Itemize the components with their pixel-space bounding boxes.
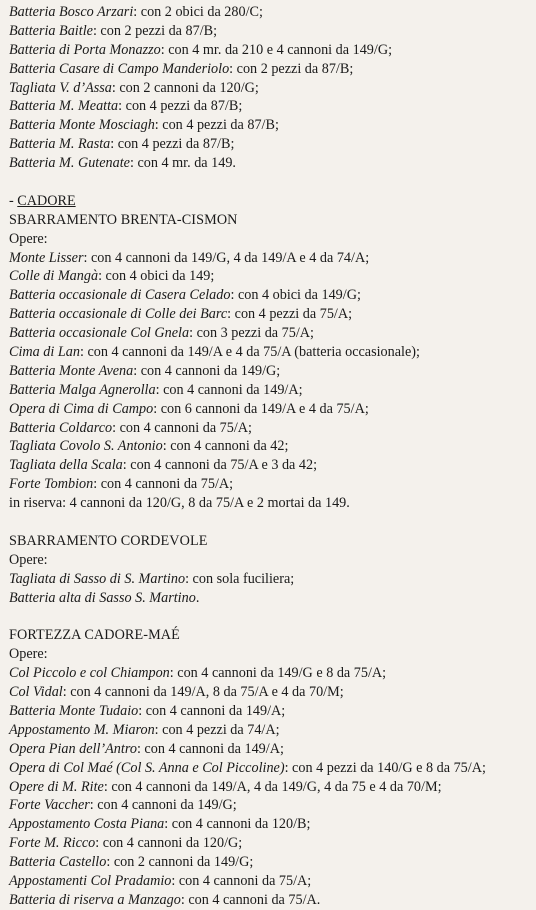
item-detail: : con 4 cannoni da 120/B; xyxy=(164,816,311,833)
item-name: Batteria Monte Avena xyxy=(9,362,134,379)
list-item xyxy=(9,60,534,79)
list-item xyxy=(9,97,534,116)
item-detail: : con 2 cannoni da 149/G; xyxy=(106,854,254,871)
list-item xyxy=(9,79,534,98)
list-item xyxy=(9,362,534,381)
list-item xyxy=(9,853,534,872)
section-title: FORTEZZA CADORE-MAÉ xyxy=(9,627,180,644)
list-item xyxy=(9,702,534,721)
list-item xyxy=(9,872,534,891)
list-item xyxy=(9,286,534,305)
item-detail: : con 4 cannoni da 75/A; xyxy=(93,476,234,493)
item-name: Forte Vaccher xyxy=(9,797,90,814)
item-detail: : con 2 pezzi da 87/B; xyxy=(92,22,218,39)
item-name: Tagliata di Sasso di S. Martino xyxy=(9,570,186,587)
item-detail: : con 4 cannoni da 75/A. xyxy=(180,891,321,908)
heading-label: CADORE xyxy=(17,192,76,209)
item-name: Batteria Monte Tudaio xyxy=(9,702,139,719)
item-name: Colle di Mangà xyxy=(9,268,99,285)
item-name: Monte Lisser xyxy=(9,249,84,266)
item-detail: : con 4 pezzi da 87/B; xyxy=(118,98,243,115)
opere-label: Opere: xyxy=(9,230,48,247)
list-item xyxy=(9,267,534,286)
item-name: Batteria Monte Mosciagh xyxy=(9,117,155,134)
item-detail: : con 4 obici da 149; xyxy=(98,268,215,285)
item-name: Forte M. Ricco xyxy=(9,835,96,852)
spacer xyxy=(9,513,534,532)
item-detail: : con 4 mr. da 210 e 4 cannoni da 149/G; xyxy=(160,41,393,58)
item-detail: : con 4 cannoni da 149/A; xyxy=(136,740,284,757)
item-name: Appostamento M. Miaron xyxy=(9,721,155,738)
list-item xyxy=(9,721,534,740)
item-detail: : con 2 obici da 280/C; xyxy=(133,4,263,20)
list-item xyxy=(9,796,534,815)
item-name: Batteria M. Rasta xyxy=(9,136,111,153)
item-name: Batteria occasionale di Colle dei Barc xyxy=(9,306,228,323)
item-name: Batteria occasionale di Casera Celado xyxy=(9,287,231,304)
item-detail: : con 4 pezzi da 140/G e 8 da 75/A; xyxy=(284,759,486,776)
item-name: Forte Tombion xyxy=(9,476,94,493)
item-name: Batteria Casare di Campo Manderiolo xyxy=(9,60,230,77)
item-name: Batteria M. Meatta xyxy=(9,98,119,115)
item-name: Opere di M. Rite xyxy=(9,778,104,795)
section-title: SBARRAMENTO CORDEVOLE xyxy=(9,532,208,549)
list-item xyxy=(9,305,534,324)
item-name: Tagliata della Scala xyxy=(9,457,123,474)
item-detail: : con 4 cannoni da 149/G, 4 da 149/A e 4 da 74/A; xyxy=(83,249,370,266)
item-detail: : con 4 cannoni da 149/A, 4 da 149/G, 4 da 75 e 4 da 70/M; xyxy=(103,778,442,795)
item-name: Appostamento Costa Piana xyxy=(9,816,165,833)
item-name: Batteria Coldarco xyxy=(9,419,113,436)
item-detail: : con 4 pezzi da 87/B; xyxy=(110,136,235,153)
list-item xyxy=(9,759,534,778)
item-name: Opera di Cima di Campo xyxy=(9,400,154,417)
item-detail: : con 4 cannoni da 149/A e 4 da 75/A (batteria occasionale); xyxy=(79,344,420,361)
list-item xyxy=(9,834,534,853)
item-detail: : con 4 cannoni da 75/A e 3 da 42; xyxy=(122,457,318,474)
item-detail: : con 4 pezzi da 74/A; xyxy=(154,721,280,738)
list-item xyxy=(9,343,534,362)
list-item xyxy=(9,683,534,702)
item-name: Batteria Malga Agnerolla xyxy=(9,381,156,398)
item-name: Cima di Lan xyxy=(9,344,80,361)
opere-label: Opere: xyxy=(9,646,48,663)
list-item xyxy=(9,419,534,438)
section-fortezza-cadore-mae xyxy=(9,626,534,909)
list-item xyxy=(9,22,534,41)
section-title: SBARRAMENTO BRENTA-CISMON xyxy=(9,211,238,228)
list-item xyxy=(9,3,534,22)
item-detail: : con sola fuciliera; xyxy=(185,570,295,587)
item-name: Tagliata V. d’Assa xyxy=(9,79,112,96)
list-item xyxy=(9,891,534,910)
spacer xyxy=(9,608,534,627)
list-item xyxy=(9,437,534,456)
item-detail: : con 4 cannoni da 149/G; xyxy=(133,362,281,379)
opere-label: Opere: xyxy=(9,551,48,568)
list-item xyxy=(9,400,534,419)
item-detail: : con 4 pezzi da 87/B; xyxy=(154,117,279,134)
section-cordevole xyxy=(9,532,534,608)
item-detail: : con 4 pezzi da 75/A; xyxy=(227,306,353,323)
item-name: Batteria Baitle xyxy=(9,22,93,39)
item-name: Batteria di Porta Monazzo xyxy=(9,41,161,58)
item-detail: : con 4 cannoni da 149/G; xyxy=(89,797,237,814)
item-detail: : con 6 cannoni da 149/A e 4 da 75/A; xyxy=(153,400,369,417)
list-item xyxy=(9,135,534,154)
list-item xyxy=(9,41,534,60)
item-detail: : con 2 cannoni da 120/G; xyxy=(111,79,259,96)
list-item xyxy=(9,475,534,494)
list-item xyxy=(9,815,534,834)
intro-list xyxy=(9,3,534,173)
item-name: Batteria alta di Sasso S. Martino xyxy=(9,589,196,606)
spacer xyxy=(9,173,534,192)
item-detail: : con 4 cannoni da 75/A; xyxy=(171,872,312,889)
item-name: Appostamenti Col Pradamio xyxy=(9,872,172,889)
list-item xyxy=(9,324,534,343)
heading-dash: - xyxy=(9,192,18,209)
list-item xyxy=(9,456,534,475)
list-item xyxy=(9,249,534,268)
item-name: Tagliata Covolo S. Antonio xyxy=(9,438,163,455)
item-name: Batteria M. Gutenate xyxy=(9,155,130,172)
item-detail: : con 4 cannoni da 75/A; xyxy=(112,419,252,436)
item-detail: : con 2 pezzi da 87/B; xyxy=(229,60,354,77)
item-detail: : con 4 cannoni da 149/G e 8 da 75/A; xyxy=(169,665,387,682)
item-detail: : con 4 cannoni da 149/A; xyxy=(138,702,286,719)
item-detail: : con 4 cannoni da 149/A, 8 da 75/A e 4 da 70/M; xyxy=(62,684,344,701)
item-name: Col Vidal xyxy=(9,684,63,701)
item-name: Batteria di riserva a Manzago xyxy=(9,891,181,908)
item-detail: . xyxy=(195,589,200,606)
item-detail: : con 4 cannoni da 120/G; xyxy=(95,835,243,852)
item-name: Batteria Castello xyxy=(9,854,107,871)
item-detail: : con 3 pezzi da 75/A; xyxy=(189,325,314,342)
list-item xyxy=(9,570,534,589)
section-brenta-cismon xyxy=(9,211,534,513)
list-item xyxy=(9,740,534,759)
item-name: Batteria occasionale Col Gnela xyxy=(9,325,190,342)
item-detail: : con 4 cannoni da 149/A; xyxy=(155,381,303,398)
item-detail: : con 4 cannoni da 42; xyxy=(162,438,289,455)
list-item xyxy=(9,778,534,797)
item-name: Batteria Bosco Arzari xyxy=(9,4,134,20)
item-detail: : con 4 obici da 149/G; xyxy=(230,287,361,304)
cadore-heading xyxy=(9,192,534,211)
item-name: Opera di Col Maé (Col S. Anna e Col Piccoline) xyxy=(9,759,285,776)
list-item xyxy=(9,381,534,400)
item-detail: : con 4 mr. da 149. xyxy=(129,155,236,172)
document-page xyxy=(9,3,534,910)
item-name: Opera Pian dell’Antro xyxy=(9,740,137,757)
list-item xyxy=(9,116,534,135)
list-item xyxy=(9,154,534,173)
list-item xyxy=(9,589,534,608)
item-name: Col Piccolo e col Chiampon xyxy=(9,665,170,682)
list-item xyxy=(9,664,534,683)
reserve-note: in riserva: 4 cannoni da 120/G, 8 da 75/A e 2 mortai da 149. xyxy=(9,495,350,512)
